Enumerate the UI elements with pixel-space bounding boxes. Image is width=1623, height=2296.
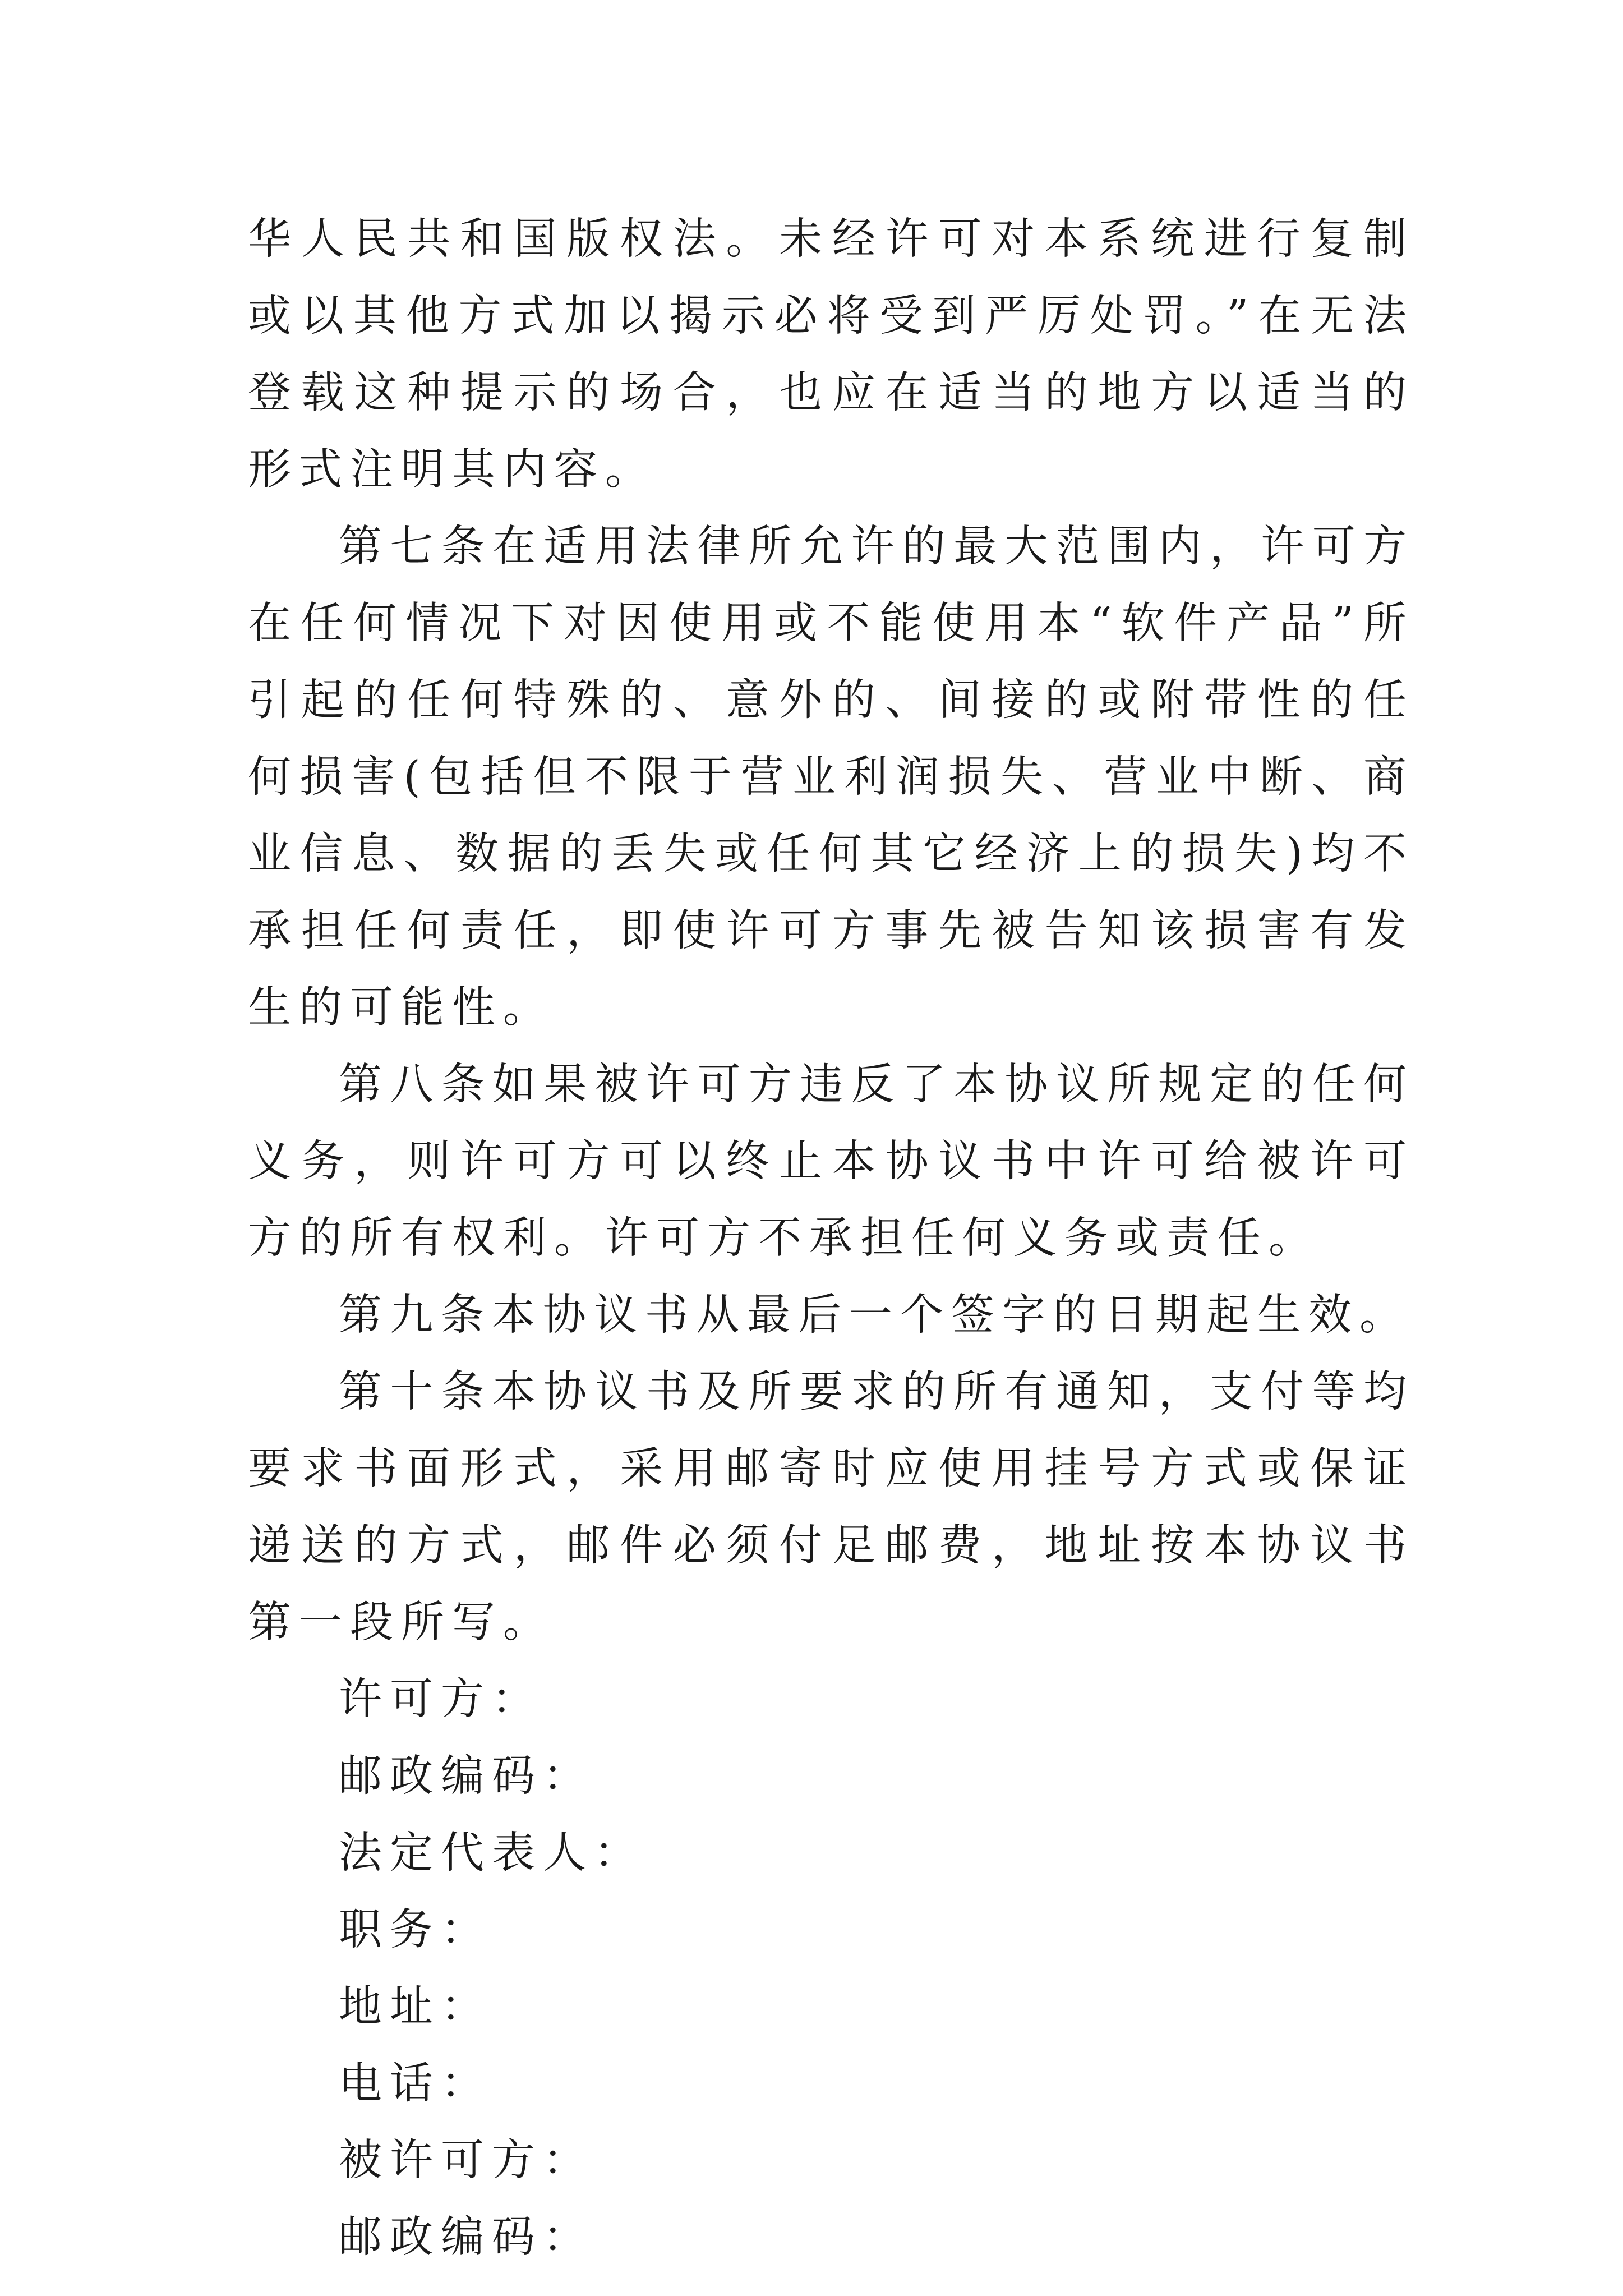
field-address: 地址： (339, 1982, 492, 2032)
field-licensee: 被许可方： (339, 2136, 594, 2185)
document-body (248, 201, 1414, 2276)
paragraph-article-10: 第十条本协议书及所要求的所有通知，支付等均要求书面形式，采用邮寄时应使用挂号方式或保证递送的方式，邮件必须付足邮费，地址按本协议书第一段所写。 (248, 1367, 1414, 1648)
paragraph-copyright-continuation: 华人民共和国版权法。未经许可对本系统进行复制或以其他方式加以揭示必将受到严厉处罚。”在无法登载这种提示的场合，也应在适当的地方以适当的形式注明其内容。 (248, 214, 1414, 495)
paragraph-article-7: 第七条在适用法律所允许的最大范围内，许可方在任何情况下对因使用或不能使用本“软件产品”所引起的任何特殊的、意外的、间接的或附带性的任何损害(包括但不限于营业利润损失、营业中断、商业信息、数据的丢失或任何其它经济上的损失)均不承担任何责任，即使许可方事先被告知该损害有发生的可能性。 (248, 522, 1414, 1033)
field-licensor: 许可方： (339, 1674, 543, 1724)
field-position: 职务： (339, 1905, 492, 1955)
field-licensee-postal-code: 邮政编码： (339, 2212, 594, 2262)
field-legal-representative: 法定代表人： (339, 1828, 645, 1878)
field-phone: 电话： (339, 2059, 492, 2109)
field-postal-code: 邮政编码： (339, 1751, 594, 1801)
paragraph-article-9: 第九条本协议书从最后一个签字的日期起生效。 (339, 1290, 1410, 1340)
paragraph-article-8: 第八条如果被许可方违反了本协议所规定的任何义务，则许可方可以终止本协议书中许可给被许可方的所有权利。许可方不承担任何义务或责任。 (248, 1060, 1414, 1263)
